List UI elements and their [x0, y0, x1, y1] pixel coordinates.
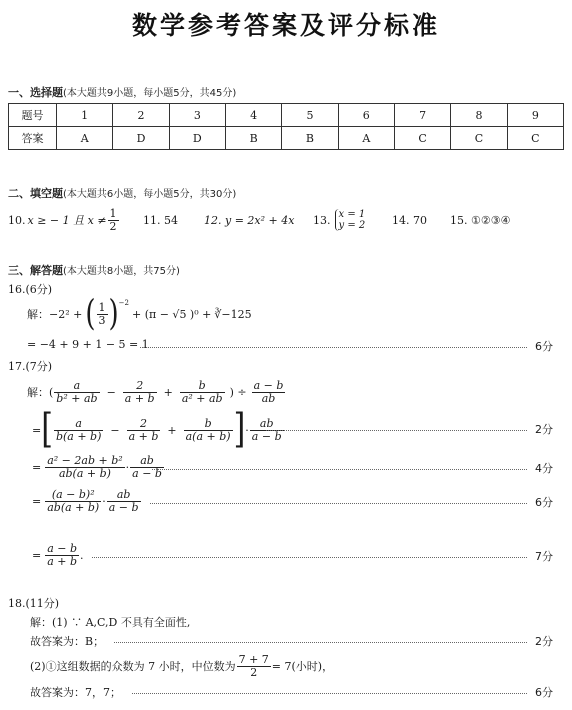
q17-l4-fraction-1	[45, 489, 101, 514]
question-18-line-3	[30, 651, 333, 681]
score-mark: 6分	[535, 340, 553, 353]
score-mark: 6分	[535, 496, 553, 509]
fraction-numerator: 2	[127, 418, 161, 431]
fraction-denominator: ab(a + b)	[58, 466, 111, 480]
question-18-line-4: 故答案为：7，7；	[30, 686, 121, 699]
section-fill-heading	[8, 185, 236, 201]
question-16-line-1: 解：−2² + ( $\frac{1}{3}$ ) $^{-2}$ + (π − √5 )⁰ + ∛−125	[27, 293, 252, 335]
dotted-leader	[152, 469, 527, 470]
question-18-line-2: 故答案为：B；	[30, 635, 105, 648]
operator: −	[110, 423, 120, 437]
dotted-leader	[92, 557, 527, 558]
question-number-cell: 3	[169, 104, 225, 127]
q17-l5-fraction-1	[45, 543, 79, 568]
fill-10-expression: x ≥ − 1 且 x ≠	[27, 214, 107, 227]
section-choice-title: 一、选择题	[8, 86, 63, 99]
fraction-denominator: a − b	[251, 429, 282, 443]
question-number-cell: 6	[338, 104, 394, 127]
fill-13-number: 13.	[313, 213, 331, 227]
dotted-leader	[140, 347, 527, 348]
q16-exponent: −2	[118, 299, 129, 307]
question-number-cell: 5	[282, 104, 338, 127]
dotted-leader	[114, 642, 527, 643]
section-fill-title: 二、填空题	[8, 187, 63, 200]
fraction-numerator: 2	[123, 380, 157, 393]
fill-10-number: 10.	[8, 213, 26, 227]
section-solve-heading	[8, 262, 180, 278]
table-row-answers	[9, 127, 564, 150]
q16-cube-root: ∛−125	[214, 307, 252, 321]
q17-l2-fraction-1	[54, 418, 103, 443]
question-16-line-2: = −4 + 9 + 1 − 5 = 1	[27, 338, 149, 351]
section-choice-heading	[8, 84, 236, 100]
score-mark: 2分	[535, 423, 553, 436]
section-solve-title: 三、解答题	[8, 264, 63, 277]
answer-cell: B	[282, 127, 338, 150]
q16-fraction	[97, 302, 108, 327]
fill-10-fraction	[108, 208, 119, 233]
page-title: 数学参考答案及评分标准	[131, 11, 440, 40]
fraction-denominator: b² + ab	[56, 391, 98, 405]
question-number-cell: 1	[57, 104, 113, 127]
q17-l2-fraction-2	[127, 418, 161, 443]
fraction-denominator: 3	[98, 313, 106, 327]
score-mark: 7分	[535, 550, 553, 563]
fraction-denominator: a(a + b)	[185, 429, 231, 443]
question-number-cell: 7	[394, 104, 450, 127]
fraction-numerator: (a − b)²	[45, 489, 101, 502]
fraction-numerator: a² − 2ab + b²	[47, 453, 123, 467]
fraction-numerator: ab	[130, 455, 164, 468]
q17-l1-fraction-1	[54, 380, 99, 405]
answer-cell: C	[451, 127, 507, 150]
question-number-cell: 4	[225, 104, 281, 127]
fraction-numerator: 1	[109, 206, 117, 220]
question-17-line-5: = $\frac{a - b}{a + b}$ .	[32, 541, 84, 568]
q17-l1-fraction-4	[252, 380, 286, 405]
q17-l1-fraction-3	[180, 380, 225, 405]
score-mark: 2分	[535, 635, 553, 648]
answer-cell: A	[57, 127, 113, 150]
q17-l1-prefix: 解：(	[27, 386, 54, 399]
fraction-denominator: a − b	[108, 500, 139, 514]
fraction-denominator: ab(a + b)	[47, 500, 100, 514]
operator: −	[106, 385, 116, 399]
answer-cell: B	[225, 127, 281, 150]
fill-answer-15: 15. ①②③④	[450, 214, 511, 227]
question-16-header: 16.(6分)	[8, 283, 53, 296]
equals-sign: =	[32, 423, 42, 437]
fraction-numerator: b	[180, 380, 225, 393]
operator: +	[167, 423, 177, 437]
dotted-leader	[132, 693, 527, 694]
score-mark: 4分	[535, 462, 553, 475]
question-17-line-1	[27, 376, 286, 408]
fill-answer-11: 11. 54	[143, 214, 178, 227]
fraction-denominator: ab	[261, 391, 276, 405]
fraction-numerator: a	[54, 380, 99, 393]
score-mark: 6分	[535, 686, 553, 699]
q16-middle: + (π − √5 )⁰ +	[131, 307, 212, 321]
fraction-denominator: a + b	[124, 391, 155, 405]
question-17-line-3: = $\frac{\text{a² − 2ab + b²}}{ab(a + b)}$ · $\frac{ab}{a - b}$	[32, 453, 162, 480]
fill-answer-13	[313, 206, 365, 234]
fraction-numerator: ab	[250, 418, 284, 431]
q18-l3-prefix: (2)①这组数据的众数为 7 小时，中位数为	[30, 660, 236, 673]
question-number-cell: 9	[507, 104, 563, 127]
fraction-denominator: 2	[250, 665, 258, 679]
q17-l1-fraction-2	[123, 380, 157, 405]
fill-answer-10	[8, 205, 120, 235]
q17-l4-fraction-2	[107, 489, 141, 514]
fraction-denominator: a + b	[47, 554, 78, 568]
fraction-numerator: a − b	[47, 541, 78, 555]
system-line-1: x = 1	[338, 209, 366, 220]
q17-l2-fraction-3	[184, 418, 233, 443]
fraction-numerator: a	[54, 418, 103, 431]
row-label-answer: 答案	[9, 127, 57, 150]
question-number-cell: 8	[451, 104, 507, 127]
fraction-denominator: b(a + b)	[55, 429, 102, 443]
fill-13-system	[335, 209, 366, 231]
section-fill-note: (本大题共6小题，每小题5分，共30分)	[63, 189, 237, 200]
answer-cell: C	[394, 127, 450, 150]
operator: +	[163, 385, 173, 399]
fraction-numerator: 7 + 7	[238, 652, 269, 666]
table-row-numbers	[9, 104, 564, 127]
answer-cell: C	[507, 127, 563, 150]
q16-prefix: 解：−2² +	[27, 308, 83, 321]
equals-sign: =	[32, 460, 42, 474]
system-line-2: y = 2	[338, 220, 366, 231]
choice-answer-table	[8, 103, 564, 150]
fraction-numerator: b	[184, 418, 233, 431]
question-number-cell: 2	[113, 104, 169, 127]
answer-cell: A	[338, 127, 394, 150]
question-17-line-2: = [ $\frac{a}{b(a + b)}$ − $\frac{2}{a + b}$ + $\frac{b}{a(a + b)}$ ] · $\frac{ab}{a - b}$	[32, 405, 282, 453]
fraction-denominator: a − b	[132, 466, 162, 480]
q18-fraction	[237, 654, 271, 679]
fraction-numerator: a − b	[253, 378, 284, 392]
section-choice-note: (本大题共9小题，每小题5分，共45分)	[63, 88, 237, 99]
section-solve-note: (本大题共8小题，共75分)	[63, 266, 180, 277]
fraction-denominator: a² + ab	[181, 391, 223, 405]
fill-answer-14: 14. 70	[392, 214, 427, 227]
dotted-leader	[150, 503, 527, 504]
fraction-numerator: ab	[107, 489, 141, 502]
question-17-header: 17.(7分)	[8, 360, 53, 373]
dotted-leader	[266, 430, 527, 431]
answer-cell: D	[113, 127, 169, 150]
q17-l3-fraction-1	[45, 455, 124, 480]
q17-l3-fraction-2	[130, 455, 164, 480]
row-label-number: 题号	[9, 104, 57, 127]
q18-l3-suffix: = 7(小时)，	[271, 660, 334, 673]
operator: ) ÷	[229, 385, 247, 399]
question-17-line-4: = $\frac{\text{(a − b)²}}{ab(a + b)}$ · $\frac{ab}{a - b}$	[32, 487, 139, 514]
fraction-numerator: 1	[98, 300, 106, 314]
question-18-line-1: 解：(1) ∵ A,C,D 不具有全面性,	[30, 616, 191, 629]
fraction-denominator: 2	[109, 219, 117, 233]
fill-answer-12: 12. y = 2x² + 4x	[204, 214, 295, 227]
fraction-denominator: a + b	[128, 429, 159, 443]
equals-sign: =	[32, 548, 42, 562]
answer-cell: D	[169, 127, 225, 150]
question-18-header: 18.(11分)	[8, 597, 60, 610]
equals-sign: =	[32, 494, 42, 508]
